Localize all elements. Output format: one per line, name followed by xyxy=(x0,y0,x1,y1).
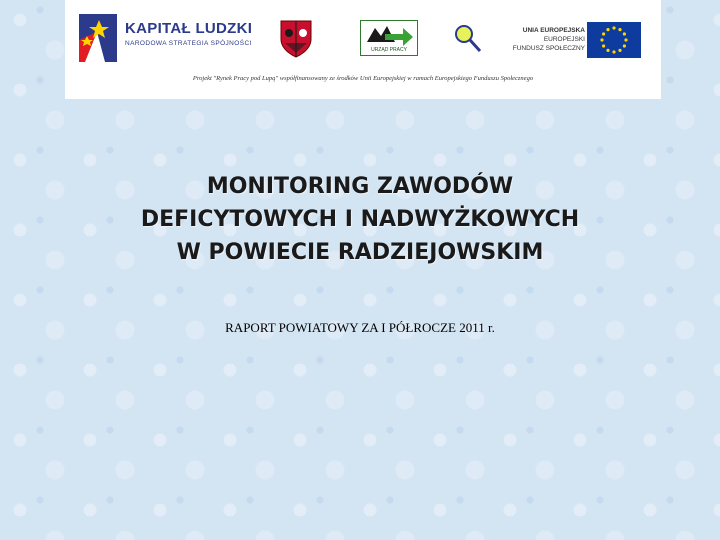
urzad-pracy-logo xyxy=(360,20,418,56)
title-line-1: MONITORING ZAWODÓW xyxy=(206,174,514,199)
eu-flag-icon xyxy=(587,22,641,58)
eu-line-1: UNIA EUROPEJSKA xyxy=(522,27,585,34)
header-banner xyxy=(65,0,661,99)
title-line-3: W POWIECIE RADZIEJOWSKIM xyxy=(176,240,544,265)
title-line-2: DEFICYTOWYCH I NADWYŻKOWYCH xyxy=(140,207,580,232)
kapital-ludzki-subtitle: NARODOWA STRATEGIA SPÓJNOŚCI xyxy=(125,40,252,47)
kapital-ludzki-logo-icon xyxy=(75,10,121,66)
eu-line-2: EUROPEJSKI xyxy=(543,36,585,43)
kapital-ludzki-title: KAPITAŁ LUDZKI xyxy=(125,20,253,37)
page-title xyxy=(40,170,680,269)
eu-line-3: FUNDUSZ SPOŁECZNY xyxy=(512,45,585,52)
eu-text xyxy=(505,26,585,53)
report-subtitle: RAPORT POWIATOWY ZA I PÓŁROCZE 2011 r. xyxy=(225,320,495,335)
magnifier-icon xyxy=(453,24,483,54)
urzad-pracy-label: URZĄD PRACY xyxy=(371,47,407,53)
coat-of-arms-icon xyxy=(279,19,313,59)
project-funding-line: Projekt "Rynek Pracy pod Lupą" współfinansowany ze środków Unii Europejskiej w ramach Europejskiego Funduszu Społecznego xyxy=(192,75,534,82)
urzad-pracy-arrow-icon xyxy=(361,22,417,48)
